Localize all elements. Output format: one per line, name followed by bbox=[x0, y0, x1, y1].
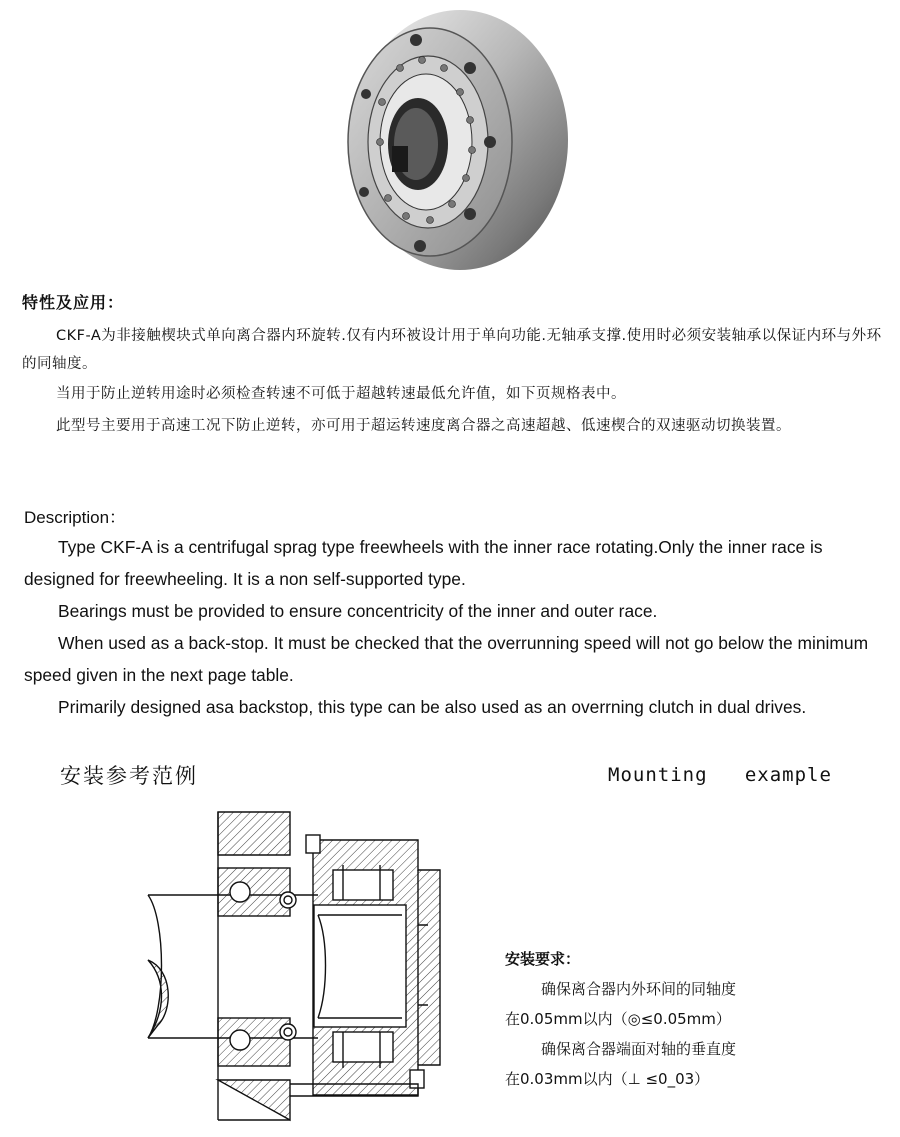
description-paragraph-1-en: Type CKF-A is a centrifugal sprag type freewheels with the inner race rotating.Only the inner race is designed for freewheeling. It is a non self-supported type. bbox=[24, 537, 823, 589]
requirement-line-4: 在0.03mm以内（⊥ ≤0_03） bbox=[505, 1070, 710, 1088]
requirement-line-3: 确保离合器端面对轴的垂直度 bbox=[541, 1040, 737, 1058]
features-paragraph-2-zh: 当用于防止逆转用途时必须检查转速不可低于超越转速最低允许值，如下页规格表中。 bbox=[56, 386, 626, 402]
description-paragraph-3-en: When used as a back-stop. It must be checked that the overrunning speed will not go below the minimum speed given in the next page table. bbox=[24, 633, 869, 685]
mounting-title-zh: 安装参考范例 bbox=[60, 764, 198, 788]
requirement-line-2: 在0.05mm以内（◎≤0.05mm） bbox=[505, 1010, 731, 1028]
requirement-line-1: 确保离合器内外环间的同轴度 bbox=[541, 980, 737, 998]
mounting-drawing bbox=[118, 800, 473, 1130]
features-paragraph-3-zh: 此型号主要用于高速工况下防止逆转，亦可用于超运转速度离合器之高速超越、低速楔合的双速驱动切换装置。 bbox=[56, 418, 791, 434]
mounting-title-en: Mounting example bbox=[608, 764, 832, 786]
product-photo bbox=[330, 2, 575, 274]
features-paragraph-1-zh: CKF-A为非接触楔块式单向离合器内环旋转.仅有内环被设计用于单向功能.无轴承支撑.使用时必须安装轴承以保证内环与外环的同轴度。 bbox=[22, 328, 882, 372]
features-heading-zh: 特性及应用： bbox=[22, 293, 125, 312]
requirements-heading: 安装要求： bbox=[505, 950, 581, 968]
description-paragraph-2-en: Bearings must be provided to ensure concentricity of the inner and outer race. bbox=[58, 601, 658, 621]
description-heading-en: Description： bbox=[24, 508, 127, 527]
description-paragraph-4-en: Primarily designed asa backstop, this type can be also used as an overrning clutch in dual drives. bbox=[58, 697, 807, 717]
